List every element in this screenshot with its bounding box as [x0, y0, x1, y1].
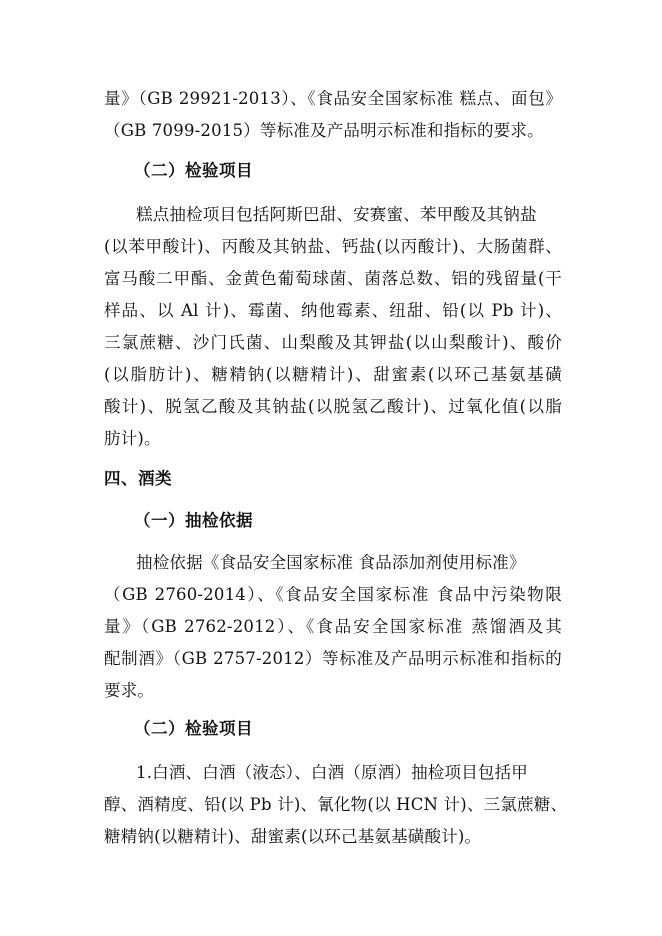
- subsection-heading: （二）检验项目: [134, 719, 253, 738]
- paragraph-line: 抽检依据《食品安全国家标准 食品添加剂使用标准》: [136, 553, 526, 572]
- paragraph-line: 配制酒》（GB 2757-2012）等标准及产品明示标准和指标的: [104, 649, 562, 668]
- paragraph-line: 量》（GB 2762-2012）、《食品安全国家标准 蒸馏酒及其: [104, 617, 562, 636]
- paragraph-line: 糕点抽检项目包括阿斯巴甜、安赛蜜、苯甲酸及其钠盐: [136, 205, 537, 224]
- paragraph-line: (以苯甲酸计)、丙酸及其钠盐、钙盐(以丙酸计)、大肠菌群、: [104, 237, 562, 256]
- paragraph-line: 糖精钠(以糖精计)、甜蜜素(以环己基氨基磺酸计)。: [104, 827, 482, 846]
- paragraph-line: (以脂肪计)、糖精钠(以糖精计)、甜蜜素(以环己基氨基磺: [104, 365, 562, 384]
- paragraph-line: 三氯蔗糖、沙门氏菌、山梨酸及其钾盐(以山梨酸计)、酸价: [104, 333, 562, 352]
- subsection-heading: （二）检验项目: [134, 161, 253, 180]
- paragraph-line: 1.白酒、白酒（液态）、白酒（原酒）抽检项目包括甲: [136, 763, 528, 782]
- paragraph-line: 富马酸二甲酯、金黄色葡萄球菌、菌落总数、铝的残留量(干: [104, 269, 562, 288]
- paragraph-line: 要求。: [104, 681, 155, 700]
- paragraph-line: 醇、酒精度、铅(以 Pb 计)、氰化物(以 HCN 计)、三氯蔗糖、: [104, 795, 568, 814]
- paragraph-line: 样品、以 Al 计)、霉菌、纳他霉素、纽甜、铅(以 Pb 计)、: [104, 301, 562, 320]
- paragraph-line: 肪计)。: [104, 429, 161, 448]
- paragraph-line: （GB 7099-2015）等标准及产品明示标准和指标的要求。: [104, 121, 544, 140]
- section-title: 四、酒类: [104, 469, 172, 488]
- paragraph-line: 量》（GB 29921-2013）、《食品安全国家标准 糕点、面包》: [104, 89, 562, 108]
- paragraph-line: 酸计)、脱氢乙酸及其钠盐(以脱氢乙酸计)、过氧化值(以脂: [104, 397, 562, 416]
- subsection-heading: （一）抽检依据: [134, 511, 253, 530]
- paragraph-line: （GB 2760-2014）、《食品安全国家标准 食品中污染物限: [104, 585, 562, 604]
